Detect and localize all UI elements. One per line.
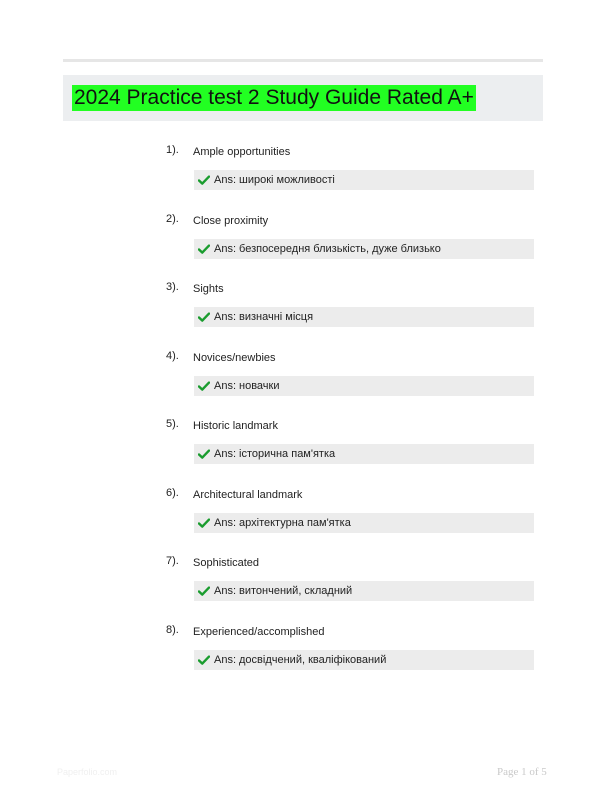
check-icon [198,655,210,665]
title-banner [63,75,543,121]
qa-item [0,209,606,278]
question-text: Sights [193,283,224,295]
answer-text: архітектурна пам'ятка [239,516,351,529]
answer-box [194,444,534,464]
answer-label: Ans: [214,174,237,186]
check-icon [198,381,210,391]
qa-item [0,346,606,415]
check-icon [198,244,210,254]
question-number: 2). [166,212,179,225]
answer-text: історична пам'ятка [239,448,336,460]
question-text: Novices/newbies [193,351,276,364]
question-number: 5). [166,418,179,430]
qa-item [0,140,606,209]
question-text: Ample opportunities [193,146,291,158]
answer-label: Ans: [214,585,237,597]
qa-item [0,277,606,346]
answer-text: безпосередня близькість, дуже близько [239,242,441,255]
question-text: Architectural landmark [193,488,303,501]
answer-box [194,650,534,670]
qa-item [0,620,606,689]
check-icon [198,586,210,596]
answer-text: визначні місця [239,311,314,323]
qa-item [0,414,606,483]
qa-item [0,551,606,620]
qa-item [0,483,606,552]
qa-list [0,140,606,688]
question-text: Experienced/accomplished [193,625,325,638]
question-number: 4). [166,349,179,362]
answer-box [194,376,534,396]
answer-text: витончений, складний [239,585,353,597]
top-divider [63,59,543,62]
page-number: Page 1 of 5 [497,766,547,778]
check-icon [198,312,210,322]
question-number: 3). [166,281,179,293]
question-number: 1). [166,144,179,156]
answer-label: Ans: [214,516,237,529]
answer-text: новачки [239,379,280,392]
question-number: 7). [166,555,179,567]
question-text: Sophisticated [193,557,260,569]
answer-box [194,513,534,533]
answer-label: Ans: [214,311,237,323]
answer-box [194,581,534,601]
page-title: 2024 Practice test 2 Study Guide Rated A+ [74,86,474,109]
answer-text: широкі можливості [239,174,335,186]
answer-label: Ans: [214,242,237,255]
answer-box [194,307,534,327]
check-icon [198,175,210,185]
answer-box [194,239,534,259]
question-number: 6). [166,486,179,499]
answer-label: Ans: [214,448,237,460]
answer-label: Ans: [214,379,237,392]
question-number: 8). [166,623,179,636]
question-text: Historic landmark [193,420,278,432]
check-icon [198,449,210,459]
answer-text: досвідчений, кваліфікований [239,653,387,666]
question-text: Close proximity [193,214,269,227]
check-icon [198,518,210,528]
answer-label: Ans: [214,653,237,666]
answer-box [194,170,534,190]
footer-watermark: Paperfolio.com [57,767,118,777]
